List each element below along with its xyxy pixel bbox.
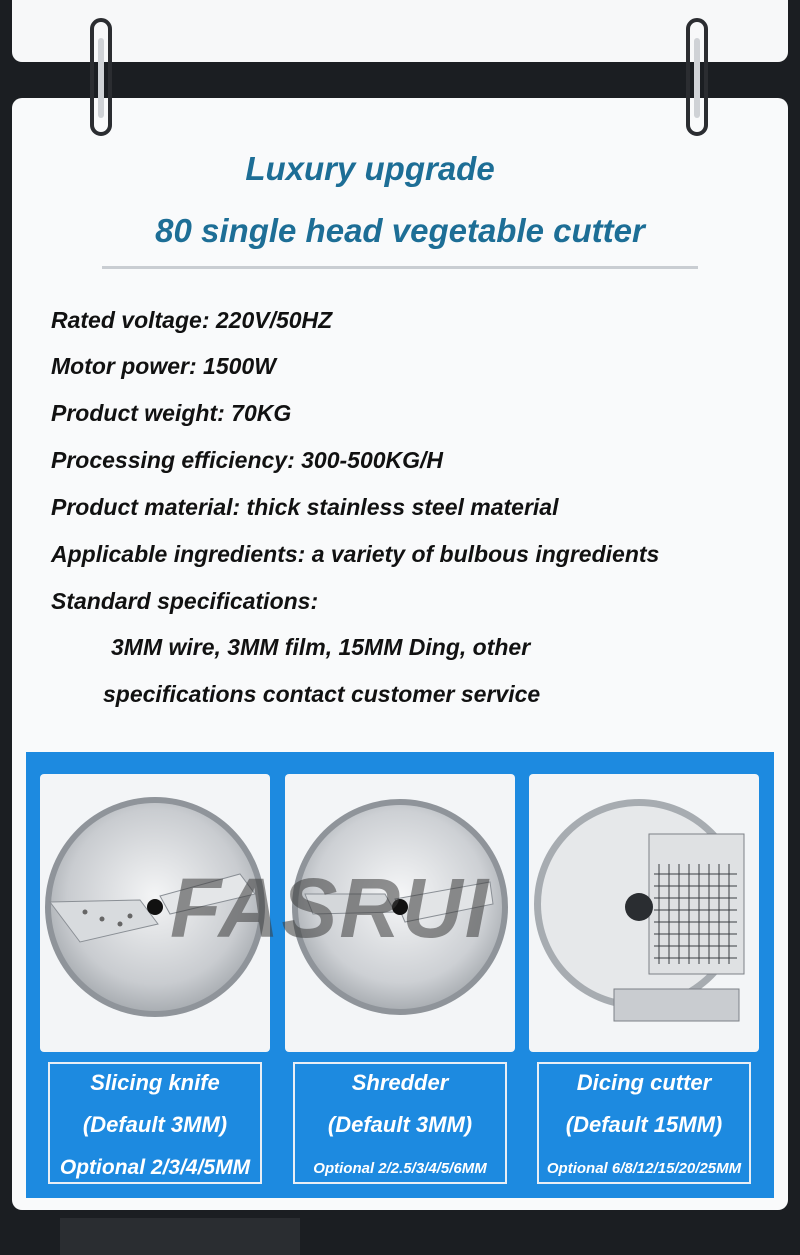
blade-default: (Default 3MM) (82, 1112, 228, 1137)
spec-material: Product material: thick stainless steel material (51, 494, 559, 520)
blade-default: (Default 15MM) (565, 1112, 723, 1137)
binder-ring-left-icon (90, 18, 112, 136)
top-card (12, 0, 788, 62)
spec-ingredients: Applicable ingredients: a variety of bulbous ingredients (51, 541, 660, 567)
blade-optional: Optional 2/3/4/5MM (59, 1156, 251, 1179)
label-slicing-knife (48, 1062, 262, 1184)
spec-motor-power: Motor power: 1500W (51, 353, 276, 379)
title-line-1: Luxury upgrade (245, 150, 495, 187)
spec-detail-1: 3MM wire, 3MM film, 15MM Ding, other (111, 634, 531, 660)
label-dicing-cutter (537, 1062, 751, 1184)
blade-name: Shredder (351, 1070, 449, 1095)
blade-name: Slicing knife (90, 1070, 220, 1095)
spec-detail-2: specifications contact customer service (103, 681, 541, 707)
spec-voltage: Rated voltage: 220V/50HZ (51, 307, 333, 333)
label-shredder (293, 1062, 507, 1184)
title-divider (102, 266, 698, 269)
blade-optional: Optional 6/8/12/15/20/25MM (546, 1160, 742, 1177)
spec-efficiency: Processing efficiency: 300-500KG/H (51, 447, 444, 473)
blade-default: (Default 3MM) (327, 1112, 473, 1137)
dicing-disc-icon (529, 774, 759, 1052)
spec-standard: Standard specifications: (51, 588, 319, 614)
blade-name: Dicing cutter (576, 1070, 712, 1095)
watermark: FASRUI (170, 861, 491, 955)
title-line-2: 80 single head vegetable cutter (155, 212, 645, 249)
blade-optional: Optional 2/2.5/3/4/5/6MM (313, 1160, 487, 1177)
binder-ring-right-icon (686, 18, 708, 136)
machine-base (60, 1218, 300, 1255)
spec-weight: Product weight: 70KG (51, 400, 292, 426)
